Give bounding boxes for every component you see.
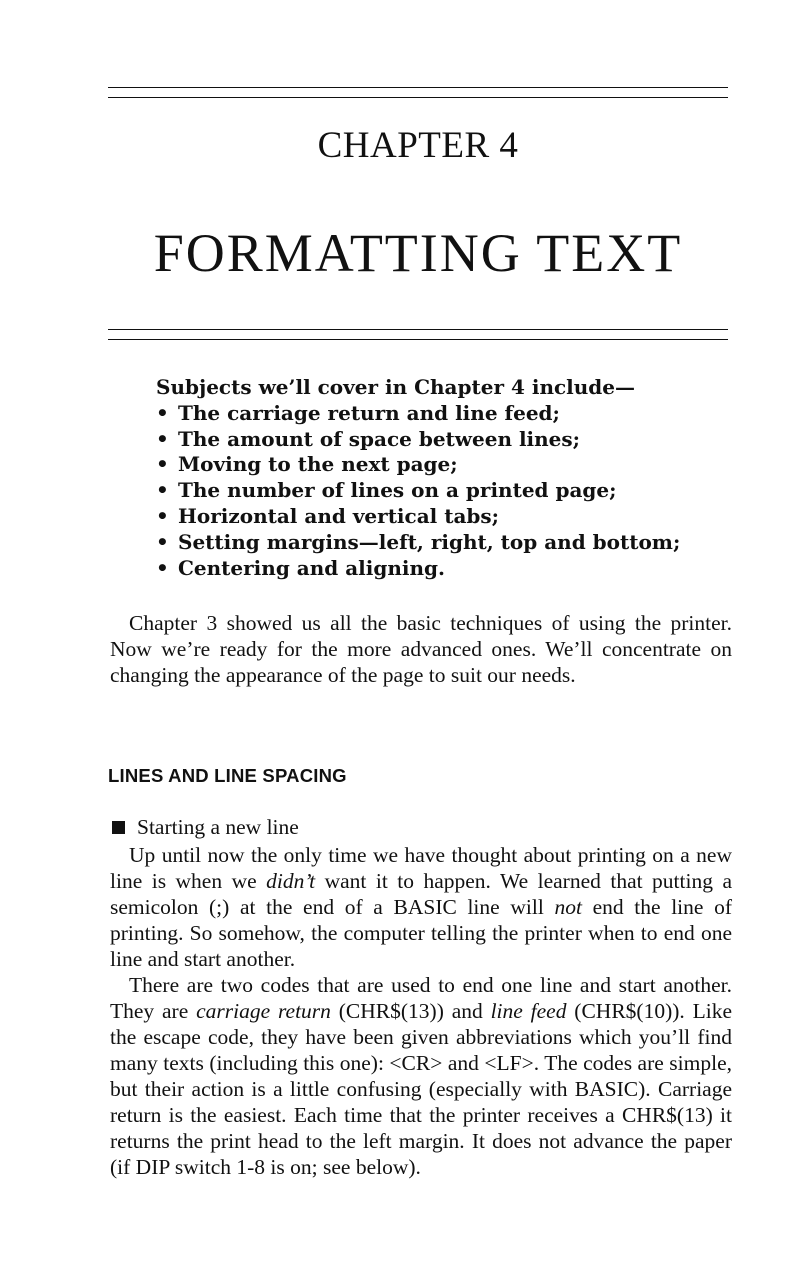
section-body xyxy=(110,842,732,1180)
list-item: • The carriage return and line feed; xyxy=(156,401,736,427)
text-run: Up until now the only time we have thought about printing on a new line is when we xyxy=(110,843,732,893)
text-run: (CHR$(13)) and xyxy=(330,999,491,1023)
list-item: • Horizontal and vertical tabs; xyxy=(156,504,736,530)
text-run: (CHR$(10)). Like the escape code, they have been given abbreviations which you’ll find many texts (including this one): <CR> and <LF>. The codes are simple, but their action is a little confusing (especially with BASIC). Carriage return is the easiest. Each time that the printer receives a CHR$(13) it returns the print head to the left margin. It does not advance the paper (if DIP switch 1-8 is on; see below). xyxy=(110,999,733,1179)
intro-paragraph: Chapter 3 showed us all the basic techniques of using the printer. Now we’re ready for the more advanced ones. We’ll concentrate on changing the appearance of the page to suit our needs. xyxy=(110,611,732,687)
text-run: There are two codes that are used to end one line and start another. They are xyxy=(110,973,732,1023)
emphasis: line feed xyxy=(490,999,567,1023)
section-heading: LINES AND LINE SPACING xyxy=(108,765,347,786)
body-paragraph-1 xyxy=(110,842,732,972)
top-rule-1 xyxy=(108,87,728,88)
emphasis: not xyxy=(554,895,582,919)
subheading-label: Starting a new line xyxy=(137,815,299,839)
subjects-box xyxy=(156,375,736,581)
list-item: • The amount of space between lines; xyxy=(156,427,736,453)
subjects-list xyxy=(156,401,736,582)
list-item: • Setting margins—left, right, top and bottom; xyxy=(156,530,736,556)
emphasis: carriage return xyxy=(196,999,331,1023)
emphasis: didn’t xyxy=(266,869,316,893)
intro-text xyxy=(110,610,732,688)
subheading xyxy=(112,815,299,840)
black-square-icon xyxy=(112,821,125,834)
text-run: end the line of printing. So somehow, the computer telling the printer when to end one line and start another. xyxy=(110,895,732,971)
chapter-title: FORMATTING TEXT xyxy=(153,223,683,283)
mid-rule-1 xyxy=(108,329,728,330)
list-item: • The number of lines on a printed page; xyxy=(156,478,736,504)
body-paragraph-2 xyxy=(110,972,732,1180)
top-rule-2 xyxy=(108,97,728,98)
list-item: • Centering and aligning. xyxy=(156,556,736,582)
list-item: • Moving to the next page; xyxy=(156,452,736,478)
subjects-heading: Subjects we’ll cover in Chapter 4 include— xyxy=(156,375,636,399)
text-run: want it to happen. We learned that putting a semicolon (;) at the end of a BASIC line will xyxy=(110,869,732,919)
chapter-label: CHAPTER 4 xyxy=(317,125,519,166)
mid-rule-2 xyxy=(108,339,728,340)
